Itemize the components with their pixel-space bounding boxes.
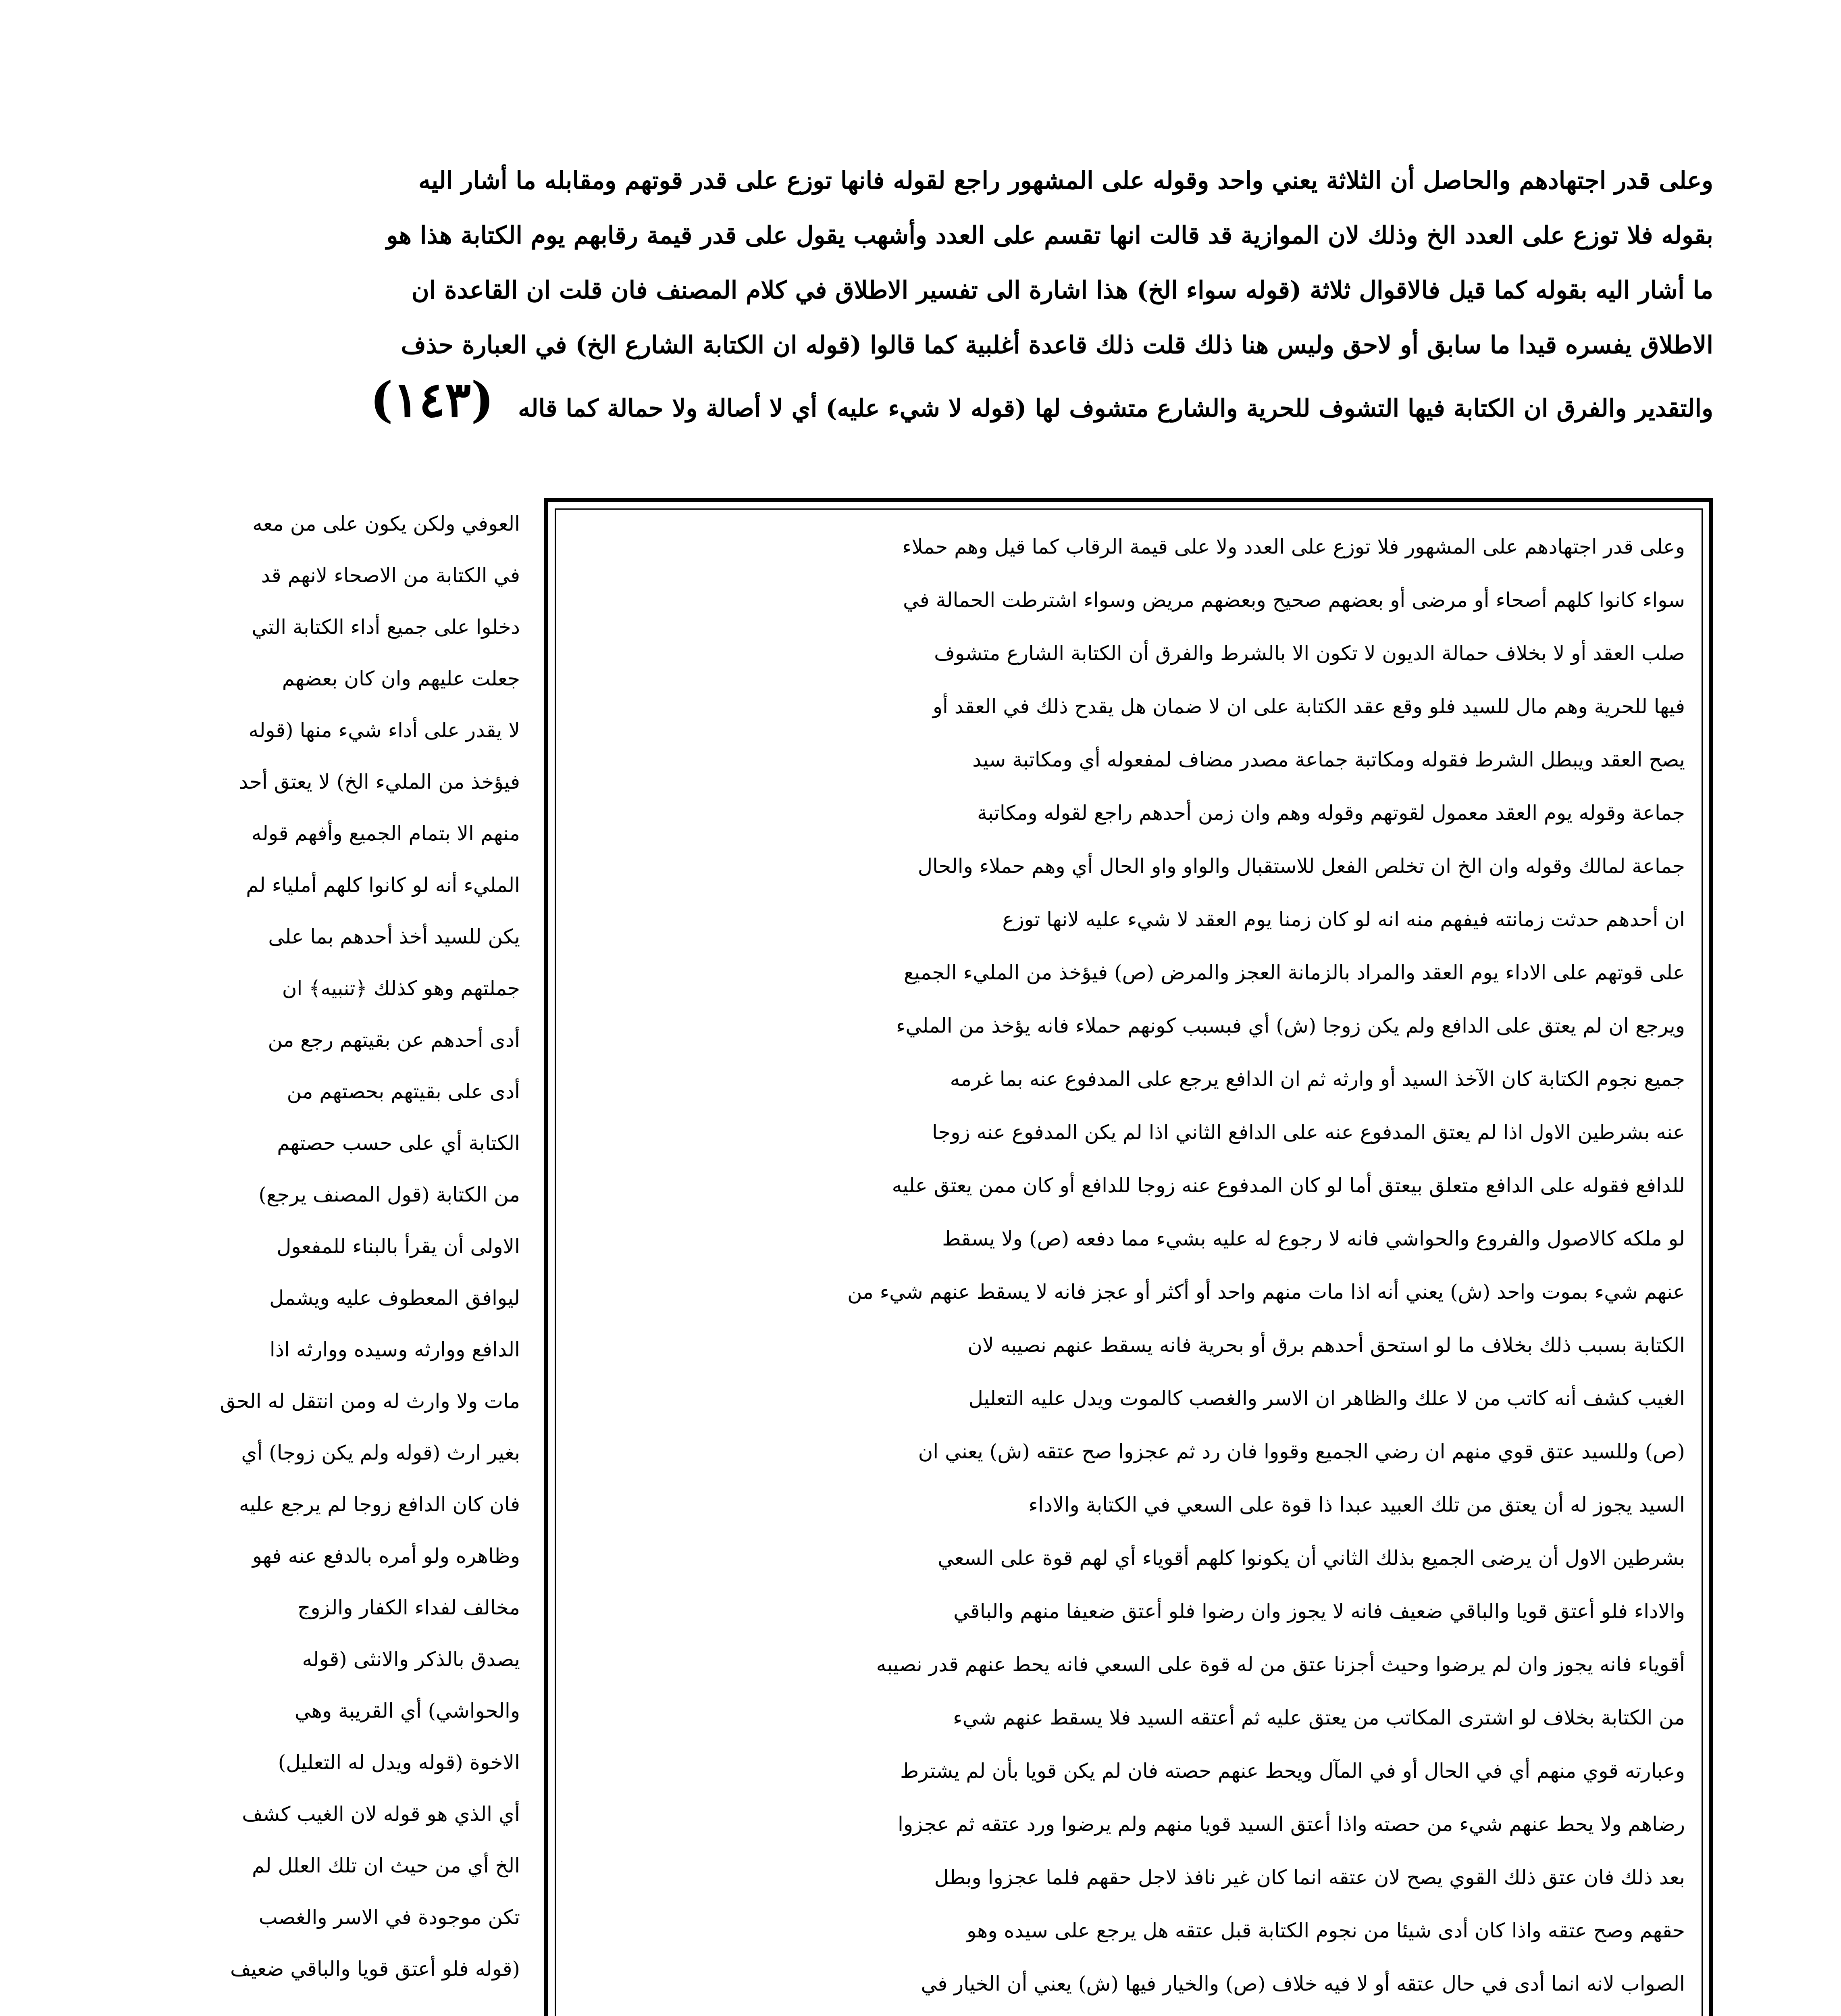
main-text-line: عنه بشرطين الاول اذا لم يعتق المدفوع عنه على الدافع الثاني اذا لم يكن المدفوع عنه زوجا (932, 1120, 1685, 1144)
margin-line: جعلت عليهم وان كان بعضهم (282, 667, 520, 690)
margin-line: من الكتابة (قول المصنف يرجع) (258, 1183, 520, 1206)
main-text-frame (544, 498, 1713, 2016)
margin-line: الاخوة (قوله ويدل له التعليل) (278, 1751, 520, 1774)
main-text-line: جماعة لمالك وقوله وان الخ ان تخلص الفعل للاستقبال والواو واو الحال أي وهم حملاء والحال (917, 854, 1685, 878)
margin-commentary (60, 498, 520, 1995)
main-text-line: صلب العقد أو لا بخلاف حمالة الديون لا تكون الا بالشرط والفرق أن الكتابة الشارع متشوف (934, 641, 1685, 665)
top-commentary (60, 153, 1713, 436)
main-text-line: السيد يجوز له أن يعتق من تلك العبيد عبدا ذا قوة على السعي في الكتابة والاداء (1028, 1493, 1685, 1516)
main-text-line: جماعة وقوله يوم العقد معمول لقوتهم وقوله وهم وان زمن أحدهم راجع لقوله ومكاتبة (977, 801, 1685, 825)
main-text-line: ويرجع ان لم يعتق على الدافع ولم يكن زوجا (ش) أي فبسبب كونهم حملاء فانه يؤخذ من المليء (896, 1014, 1685, 1037)
margin-line: يصدق بالذكر والانثى (قوله (302, 1647, 520, 1671)
margin-line: يكن للسيد أخذ أحدهم بما على (268, 925, 520, 948)
commentary-line: وعلى قدر اجتهادهم والحاصل أن الثلاثة يعني واحد وقوله على المشهور راجع لقوله فانها توزع على قدر قوتهم ومقابله ما أشار اليه (418, 167, 1713, 195)
margin-line: جملتهم وهو كذلك ﴿تنبيه﴾ ان (282, 977, 520, 1000)
main-text-line: للدافع فقوله على الدافع متعلق بيعتق أما لو كان المدفوع عنه زوجا للدافع أو كان ممن يعتق عليه (892, 1174, 1685, 1197)
main-text-line: لو ملكه كالاصول والفروع والحواشي فانه لا رجوع له عليه بشيء مما دفعه (ص) ولا يسقط (942, 1227, 1685, 1250)
main-text-line: من الكتابة بخلاف لو اشترى المكاتب من يعتق عليه ثم أعتقه السيد فلا يسقط عنهم شيء (953, 1706, 1685, 1729)
main-text-line: (ص) وللسيد عتق قوي منهم ان رضي الجميع وقووا فان رد ثم عجزوا صح عتقه (ش) يعني ان (918, 1440, 1685, 1463)
main-text-line: الكتابة بسبب ذلك بخلاف ما لو استحق أحدهم برق أو بحرية فانه يسقط عنهم نصيبه لان (967, 1333, 1685, 1357)
margin-line: الخ أي من حيث ان تلك العلل لم (252, 1854, 520, 1877)
margin-line: الكتابة أي على حسب حصتهم (277, 1131, 520, 1155)
margin-line: مخالف لفداء الكفار والزوج (297, 1596, 520, 1619)
margin-line: أدى أحدهم عن بقيتهم رجع من (268, 1028, 520, 1052)
margin-line: مات ولا وارث له ومن انتقل له الحق (220, 1389, 520, 1413)
main-text-line: على قوتهم على الاداء يوم العقد والمراد بالزمانة العجز والمرض (ص) فيؤخذ من المليء الجميع (903, 961, 1685, 984)
main-text-line: سواء كانوا كلهم أصحاء أو مرضى أو بعضهم صحيح وبعضهم مريض وسواء اشترطت الحمالة في (903, 588, 1685, 612)
margin-line: بغير ارث (قوله ولم يكن زوجا) أي (241, 1441, 520, 1464)
main-text-line: وعلى قدر اجتهادهم على المشهور فلا توزع على العدد ولا على قيمة الرقاب كما قيل وهم حملاء (902, 535, 1685, 558)
margin-line: المليء أنه لو كانوا كلهم أملياء لم (246, 873, 520, 897)
main-text-line: والاداء فلو أعتق قويا والباقي ضعيف فانه لا يجوز وان رضوا فلو أعتق ضعيفا منهم والباقي (953, 1599, 1685, 1623)
main-text-line: وعبارته قوي منهم أي في الحال أو في المآل ويحط عنهم حصته فان لم يكن قويا بأن لم يشترط (900, 1759, 1685, 1783)
page-number: (١٤٣) (370, 373, 494, 428)
margin-line: والحواشي) أي القريبة وهي (294, 1699, 520, 1722)
margin-line: تكن موجودة في الاسر والغصب (258, 1906, 520, 1929)
main-text-line: أقوياء فانه يجوز وان لم يرضوا وحيث أجزنا عتق من له قوة على السعي فانه يحط عنهم قدر نصيبه (876, 1653, 1685, 1676)
main-text-line: عنهم شيء بموت واحد (ش) يعني أنه اذا مات منهم واحد أو أكثر أو عجز فانه لا يسقط عنهم شيء من (847, 1280, 1685, 1304)
main-text-line: حقهم وصح عتقه واذا كان أدى شيئا من نجوم الكتابة قبل عتقه هل يرجع على سيده وهو (967, 1919, 1685, 1942)
margin-line: في الكتابة من الاصحاء لانهم قد (261, 564, 520, 587)
margin-line: الدافع ووارثه وسيده ووارثه اذا (269, 1338, 520, 1361)
commentary-line: بقوله فلا توزع على العدد الخ وذلك لان الموازية قد قالت انها تقسم على العدد وأشهب يقول على قدر قيمة رقابهم يوم الكتابة هذا هو (386, 221, 1713, 250)
margin-line: منهم الا بتمام الجميع وأفهم قوله (251, 822, 520, 845)
main-text-line: الصواب لانه انما أدى في حال عتقه أو لا فيه خلاف (ص) والخيار فيها (ش) يعني أن الخيار في (921, 1972, 1685, 1995)
margin-line: وظاهره ولو أمره بالدفع عنه فهو (252, 1544, 520, 1568)
main-text-line: فيها للحرية وهم مال للسيد فلو وقع عقد الكتابة على ان لا ضمان هل يقدح ذلك في العقد أو (932, 695, 1685, 718)
main-text-line: رضاهم ولا يحط عنهم شيء من حصته واذا أعتق السيد قويا منهم ولم يرضوا ورد عتقه ثم عجزوا (897, 1812, 1685, 1836)
commentary-line: والتقدير والفرق ان الكتابة فيها التشوف للحرية والشارع متشوف لها (قوله لا شيء عليه) أي لا أصالة ولا حمالة كما قاله (518, 394, 1713, 423)
margin-line: لا يقدر على أداء شيء منها (قوله (248, 719, 520, 742)
main-text-line: بعد ذلك فان عتق ذلك القوي يصح لان عتقه انما كان غير نافذ لاجل حقهم فلما عجزوا وبطل (934, 1866, 1685, 1889)
margin-line: العوفي ولكن يكون على من معه (252, 512, 520, 535)
margin-line: أي الذي هو قوله لان الغيب كشف (242, 1802, 520, 1826)
commentary-line-with-page-number (60, 373, 1713, 436)
main-text (572, 520, 1685, 2010)
margin-line: فيؤخذ من المليء الخ) لا يعتق أحد (239, 770, 520, 793)
main-text-line: ان أحدهم حدثت زمانته فيفهم منه انه لو كان زمنا يوم العقد لا شيء عليه لانها توزع (1002, 908, 1685, 931)
main-text-line: بشرطين الاول أن يرضى الجميع بذلك الثاني أن يكونوا كلهم أقوياء أي لهم قوة على السعي (938, 1546, 1685, 1570)
margin-line: ليوافق المعطوف عليه ويشمل (269, 1286, 520, 1310)
main-text-line: يصح العقد ويبطل الشرط فقوله ومكاتبة جماعة مصدر مضاف لمفعوله أي ومكاتبة سيد (972, 748, 1685, 771)
margin-line: دخلوا على جميع أداء الكتابة التي (252, 615, 520, 639)
commentary-line: ما أشار اليه بقوله كما قيل فالاقوال ثلاثة (قوله سواء الخ) هذا اشارة الى تفسير الاطلاق في كلام المصنف فان قلت ان القاعدة ان (411, 276, 1713, 304)
margin-line: أدى على بقيتهم بحصتهم من (287, 1080, 520, 1103)
margin-line: (قوله فلو أعتق قويا والباقي ضعيف (230, 1957, 520, 1981)
margin-line: الاولى أن يقرأ بالبناء للمفعول (277, 1235, 520, 1258)
commentary-line: الاطلاق يفسره قيدا ما سابق أو لاحق وليس هنا ذلك قلت ذلك قاعدة أغلبية كما قالوا (قوله ان الكتابة الشارع الخ) في العبارة حذف (401, 331, 1713, 359)
main-text-line: الغيب كشف أنه كاتب من لا علك والظاهر ان الاسر والغصب كالموت ويدل عليه التعليل (968, 1387, 1685, 1410)
margin-line: فان كان الدافع زوجا لم يرجع عليه (239, 1493, 520, 1516)
main-text-line: جميع نجوم الكتابة كان الآخذ السيد أو وارثه ثم ان الدافع يرجع على المدفوع عنه بما غرمه (950, 1067, 1685, 1091)
